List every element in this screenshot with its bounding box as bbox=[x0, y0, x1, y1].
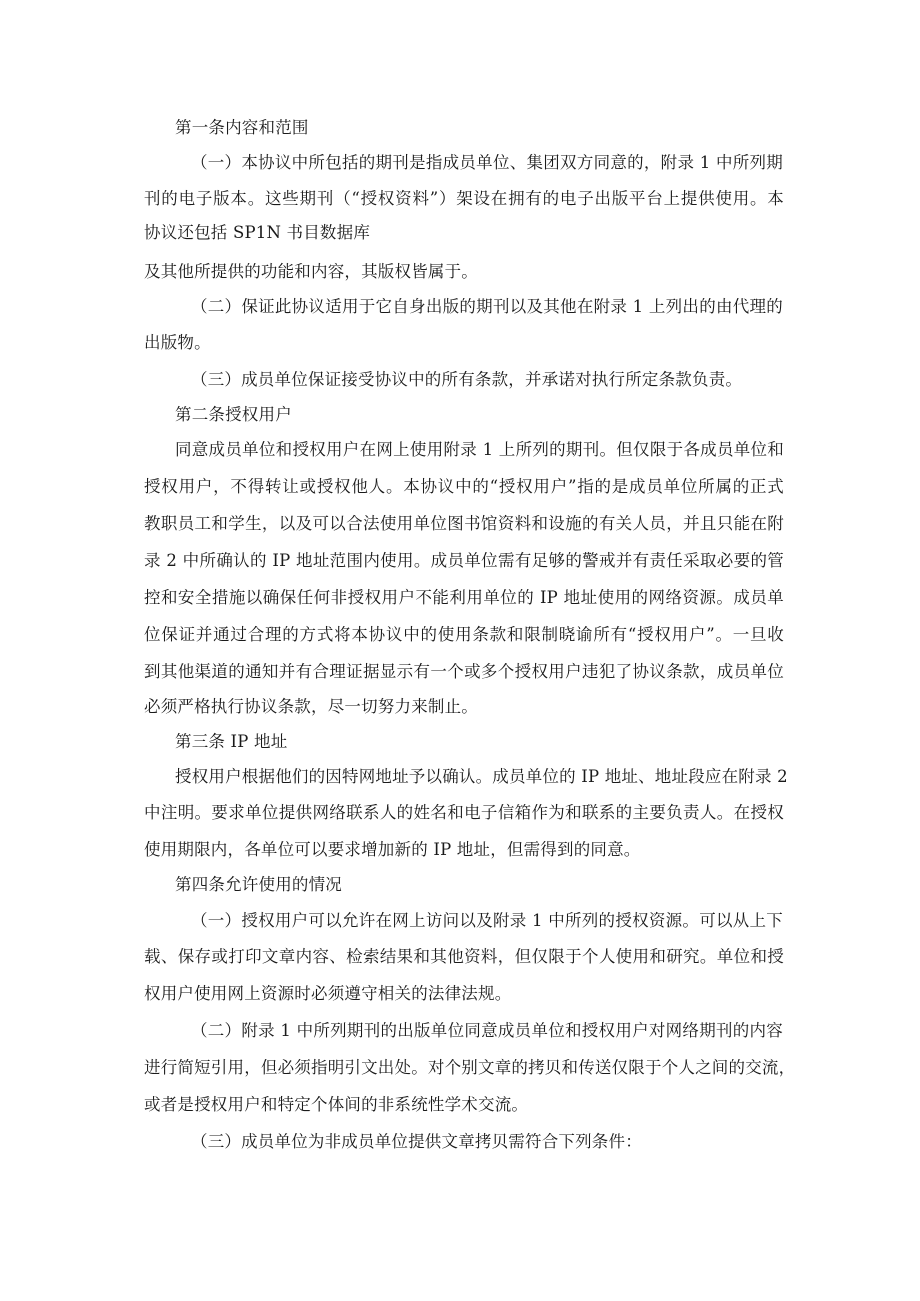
text-line: 授权用户，不得转让或授权他人。本协议中的“授权用户”指的是成员单位所属的正式 bbox=[144, 477, 784, 496]
text-line: 到其他渠道的通知并有合理证据显示有一个或多个授权用户违犯了协议条款，成员单位 bbox=[144, 662, 784, 681]
text-line: 刊的电子版本。这些期刊（“授权资料”）架设在拥有的电子出版平台上提供使用。本 bbox=[144, 189, 784, 208]
section-1-heading: 第一条内容和范围 bbox=[175, 118, 309, 137]
text-line: （三）成员单位保证接受协议中的所有条款，并承诺对执行所定条款负责。 bbox=[191, 370, 743, 389]
text-line: 权用户使用网上资源时必须遵守相关的法律法规。 bbox=[144, 984, 512, 1003]
text-line: 必须严格执行协议条款，尽一切努力来制止。 bbox=[144, 697, 478, 716]
section-4-heading: 第四条允许使用的情况 bbox=[175, 875, 342, 894]
text-line: 授权用户根据他们的因特网地址予以确认。成员单位的 IP 地址、地址段应在附录 2 bbox=[175, 767, 788, 786]
text-line: 出版物。 bbox=[144, 333, 211, 352]
text-line: 控和安全措施以确保任何非授权用户不能利用单位的 IP 地址使用的网络资源。成员单 bbox=[144, 588, 784, 607]
text-line: 同意成员单位和授权用户在网上使用附录 1 上所列的期刊。但仅限于各成员单位和 bbox=[175, 440, 784, 459]
text-line: 位保证并通过合理的方式将本协议中的使用条款和限制晓谕所有“授权用户”。一旦收 bbox=[144, 625, 784, 644]
section-2-heading: 第二条授权用户 bbox=[175, 405, 292, 424]
text-line: 教职员工和学生，以及可以合法使用单位图书馆资料和设施的有关人员，并且只能在附 bbox=[144, 514, 784, 533]
text-line: （一）本协议中所包括的期刊是指成员单位、集团双方同意的，附录 1 中所列期 bbox=[191, 153, 783, 172]
text-line: （一）授权用户可以允许在网上访问以及附录 1 中所列的授权资源。可以从上下 bbox=[191, 911, 783, 930]
text-line: （二）附录 1 中所列期刊的出版单位同意成员单位和授权用户对网络期刊的内容 bbox=[191, 1021, 783, 1040]
text-line: 中注明。要求单位提供网络联系人的姓名和电子信箱作为和联系的主要负责人。在授权 bbox=[144, 803, 784, 822]
text-line: 进行简短引用，但必须指明引文出处。对个别文章的拷贝和传送仅限于个人之间的交流， bbox=[144, 1058, 796, 1077]
text-line: 载、保存或打印文章内容、检索结果和其他资料，但仅限于个人使用和研究。单位和授 bbox=[144, 947, 784, 966]
text-line: （三）成员单位为非成员单位提供文章拷贝需符合下列条件： bbox=[191, 1132, 642, 1151]
text-line: 录 2 中所确认的 IP 地址范围内使用。成员单位需有足够的警戒并有责任采取必要的管 bbox=[144, 551, 784, 570]
text-line: （二）保证此协议适用于它自身出版的期刊以及其他在附录 1 上列出的由代理的 bbox=[191, 297, 783, 316]
text-line: 协议还包括 SP1N 书目数据库 bbox=[144, 223, 371, 242]
text-line: 或者是授权用户和特定个体间的非系统性学术交流。 bbox=[144, 1095, 529, 1114]
text-line: 使用期限内，各单位可以要求增加新的 IP 地址，但需得到的同意。 bbox=[144, 840, 641, 859]
section-3-heading: 第三条 IP 地址 bbox=[175, 732, 288, 751]
text-line: 及其他所提供的功能和内容，其版权皆属于。 bbox=[144, 262, 478, 281]
